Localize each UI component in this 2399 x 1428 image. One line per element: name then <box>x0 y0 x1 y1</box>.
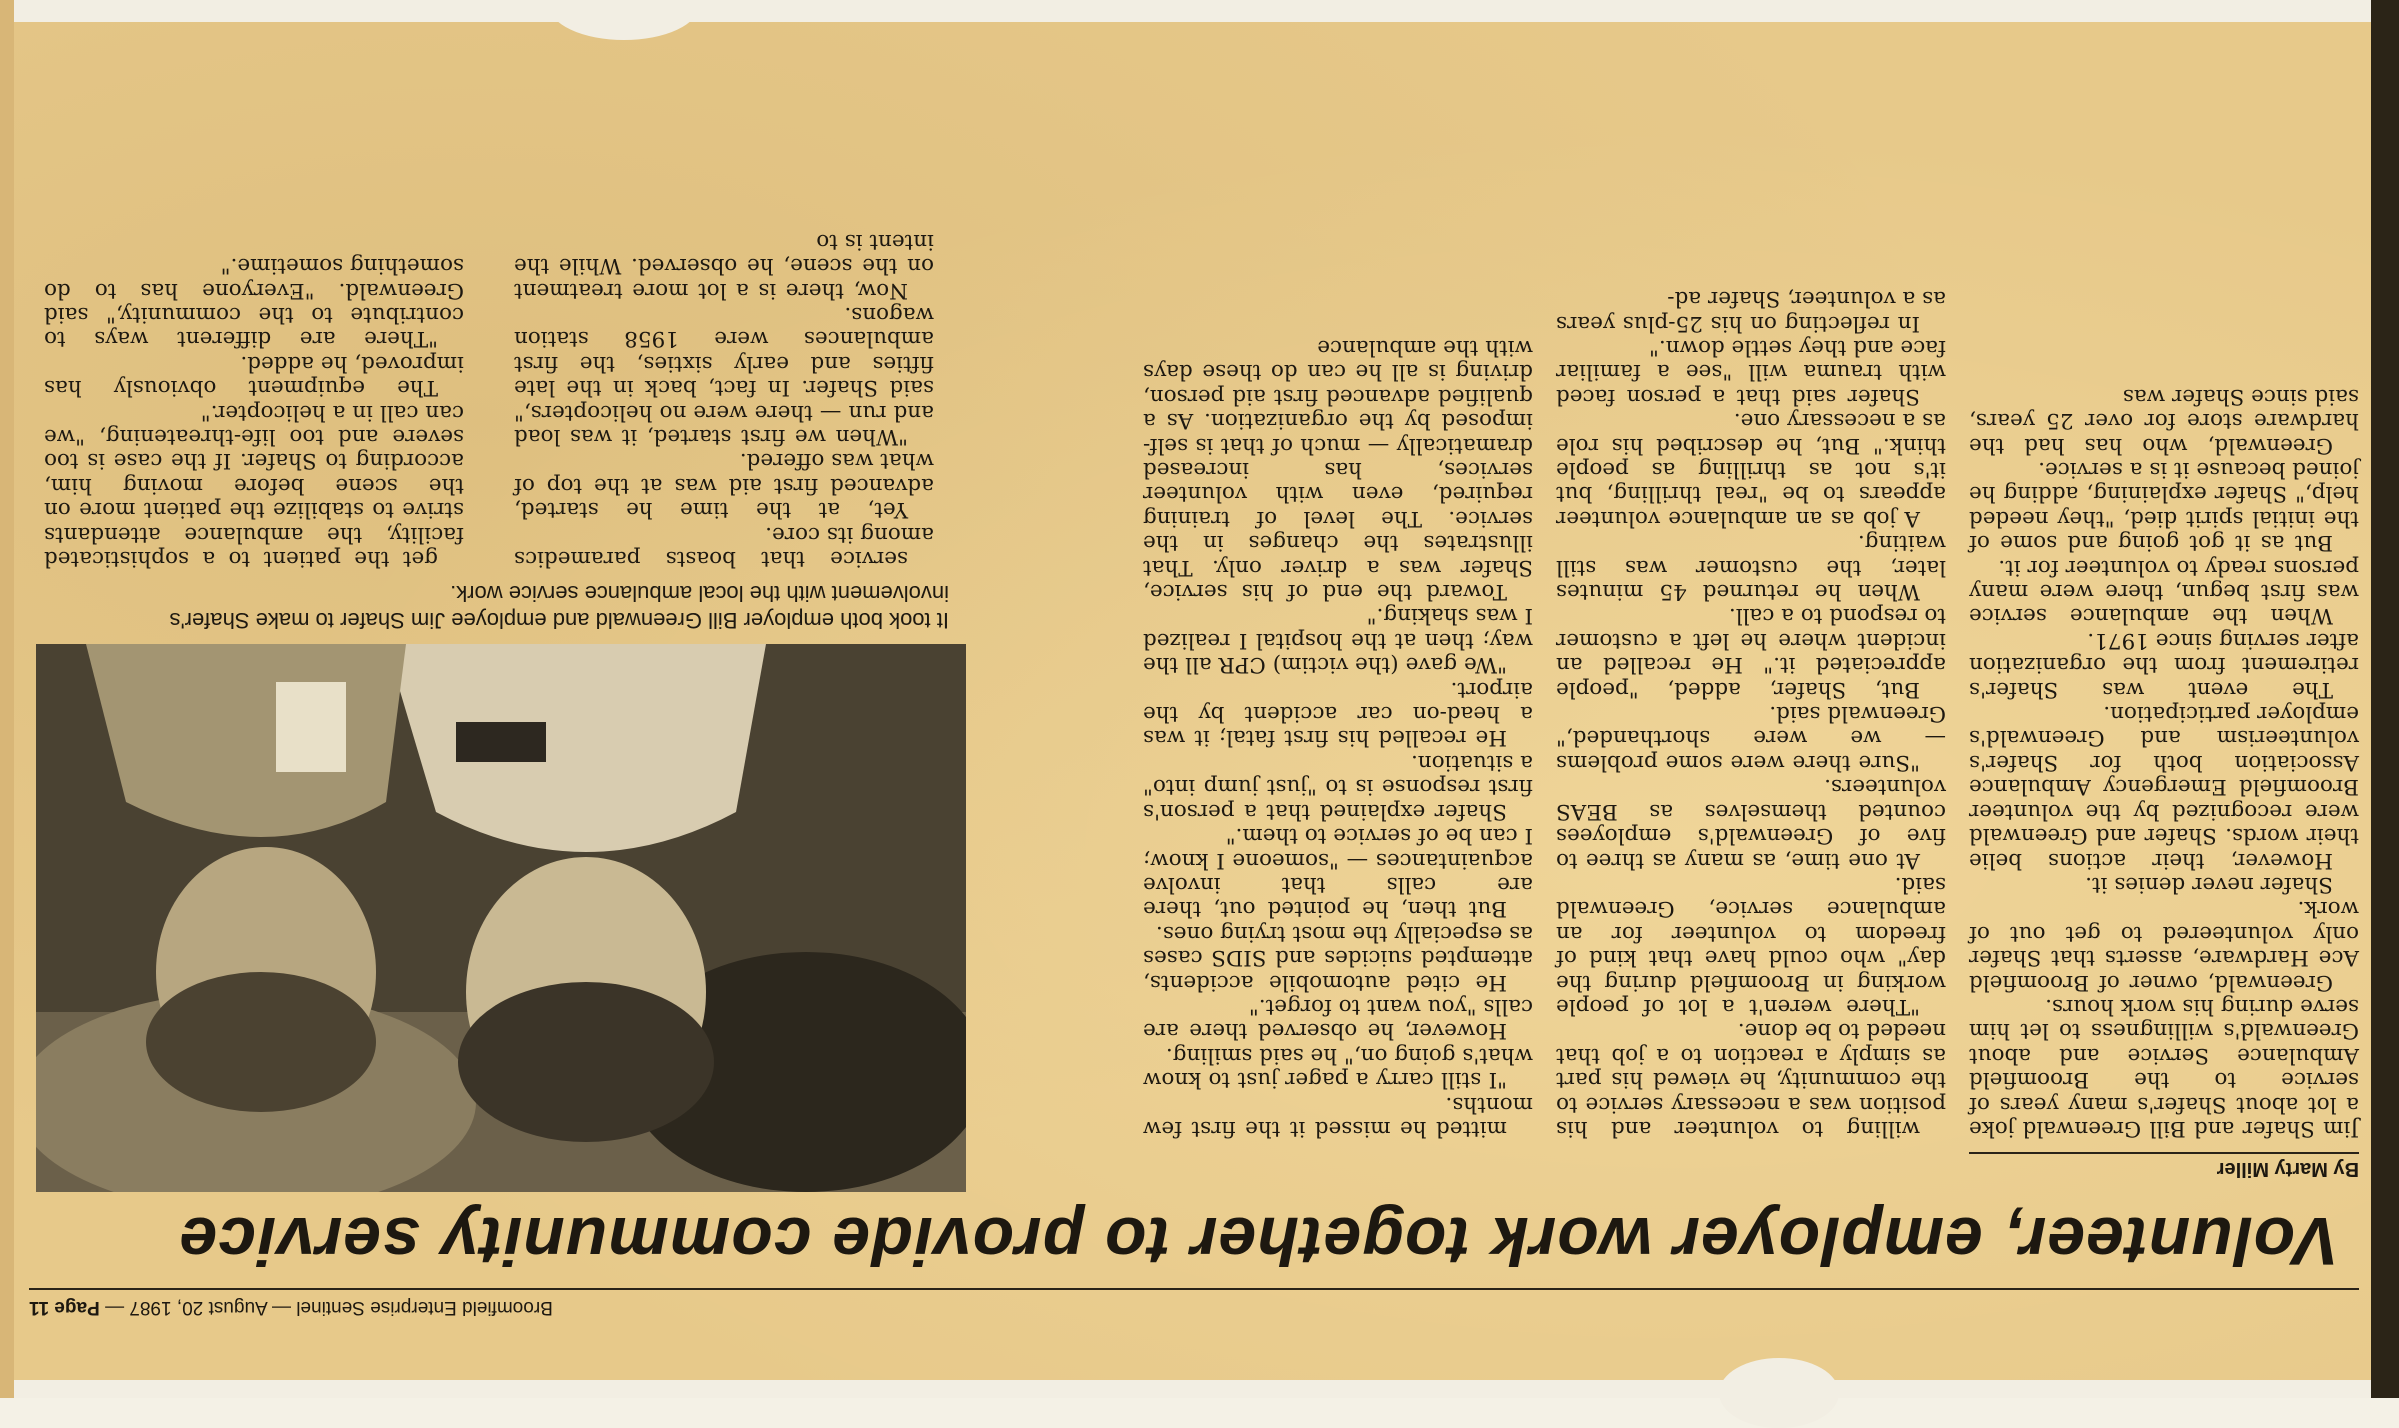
article-paragraph: But as it got going and some of the initial spirit died, "they needed help," Shafer explaining, adding he joined because it is a service. <box>1969 457 2359 556</box>
article-paragraph: mitted he missed it the first few months. <box>1143 1091 1533 1141</box>
article-column-2 <box>1556 286 1946 1140</box>
article-paragraph: Toward the end of his service, Shafer was a driver only. That illustrates the changes in the service. The level of training required, even with volunteer services, has increased dramatically — much of that is self-imposed by the organization. As a qualified advanced first aid person, driving is all he can do these days with the ambulance <box>1143 335 1533 605</box>
article-paragraph: willing to volunteer and his position was a necessary service to the community, he viewed his part as simply a reaction to a job that needed to be done. <box>1556 1018 1946 1141</box>
photo-caption: It took both employer Bill Greenwald and employee Jim Shafer to make Shafer's involvement with the local ambulance service work. <box>169 581 949 633</box>
news-photo <box>36 644 966 1192</box>
article-paragraph: The event was Shafer's retirement from the organization after serving since 1971. <box>1969 627 2359 702</box>
article-paragraph: "Sure there were some problems — we were shorthanded," Greenwald said. <box>1556 701 1946 775</box>
article-paragraph: Greenwald, owner of Broomfield Ace Hardware, asserts that Shafer only volunteered to get out of work. <box>1969 896 2359 995</box>
article-paragraph: When the ambulance service was first begun, there were many persons ready to volunteer for it. <box>1969 554 2359 629</box>
article-paragraph: Greenwald, who has had the hardware store for over 25 years, said since Shafer was <box>1969 383 2359 458</box>
article-paragraph: Yet, at the time he started, advanced first aid was at the top of what was offered. <box>514 448 934 523</box>
byline: By Marty Miller <box>2216 1158 2359 1180</box>
article-paragraph: service that boasts paramedics among its core. <box>514 521 934 571</box>
article-paragraph: Jim Shafer and Bill Greenwald joke a lot about Shafer's many years of service to the Broomfield Ambulance Service and about Greenwald's willingness to let him serve during his work hours. <box>1969 993 2359 1141</box>
byline-rule <box>1969 1152 2359 1154</box>
photo-two-men <box>36 644 966 1192</box>
article-paragraph: "There weren't a lot of people working in Broomfield during the day" who could have that kind of freedom to volunteer for an ambulance service, Greenwald said. <box>1556 871 1946 1019</box>
article-paragraph: get the patient to a sophisticated facility, the ambulance attendants strive to stabilize the patient more on the scene before moving him, according to Shafer. If the case is too severe and too life-threatening, "we can call in a helicopter." <box>44 399 464 571</box>
article-paragraph: The equipment obviously has improved, he added. <box>44 350 464 401</box>
article-paragraph: "We gave (the victim) CPR all the way; then at the hospital I realized I was shaking." <box>1143 603 1533 678</box>
headline: Volunteer, employer work together to provide community service <box>178 1203 2339 1279</box>
article-paragraph: "I still carry a pager just to know what's going on," he said smiling. <box>1143 1042 1533 1093</box>
article-paragraph: However, their actions belie their words. Shafer and Greenwald were recognized by the volunteer Broomfield Emergency Ambulance Association both for Shafer's volunteerism and Greenwald's employer participation. <box>1969 701 2359 873</box>
article-paragraph: A job as an ambulance volunteer appears to be "real thrilling, but it's not as thrilling as people think." But, he described his role as a necessary one. <box>1556 408 1946 531</box>
paper-tear <box>1719 1358 1839 1428</box>
article-paragraph: Shafer said that a person faced with trauma will "see a familiar face and they settle down." <box>1556 335 1946 409</box>
page-number: Page 11 <box>29 1297 100 1318</box>
article-paragraph: However, he observed there are calls "you want to forget." <box>1143 993 1533 1044</box>
article-column-4 <box>514 228 934 570</box>
article-paragraph: He cited automobile accidents, attempted suicides and SIDS cases as especially the most trying ones. <box>1143 920 1533 995</box>
article-paragraph: When he returned 45 minutes later, the customer was still waiting. <box>1556 530 1946 605</box>
article-paragraph: But, Shafer, added, "people appreciated it." He recalled an incident where he left a customer to respond to a call. <box>1556 603 1946 702</box>
folio-text: Broomfield Enterprise Sentinel — August 20, 1987 — <box>99 1297 553 1318</box>
article-paragraph: Shafer never denies it. <box>2085 871 2333 897</box>
folio-rule <box>29 1288 2359 1290</box>
scan-border-bottom <box>0 0 2399 22</box>
scan-border-left <box>2371 0 2399 1398</box>
scan-border-right <box>0 0 14 1398</box>
article-column-5 <box>44 253 464 570</box>
article-column-1 <box>1969 383 2359 1140</box>
article-paragraph: Now, there is a lot more treatment on the scene, he observed. While the intent is to <box>514 228 934 303</box>
article-paragraph: But then, he pointed out, there are calls that involve acquaintances — "someone I know; I can be of service to them." <box>1143 823 1533 922</box>
article-paragraph: Shafer explained that a person's first response is to "just jump into" a situation. <box>1143 749 1533 824</box>
article-paragraph: In reflecting on his 25-plus years as a volunteer, Shafer ad- <box>1556 286 1946 336</box>
scan-border-top <box>0 1380 2399 1398</box>
article-column-3 <box>1143 335 1533 1140</box>
article-paragraph: At one time, as many as three to five of Greenwald's employees counted themselves as BEAS volunteers. <box>1556 774 1946 873</box>
article-paragraph: "When we first started, it was load and run — there were no helicopters," said Shafer. In fact, back in the late fifties and early sixties, the first ambulances were 1958 station wagons. <box>514 301 934 449</box>
article-paragraph: He recalled his first fatal; it was a head-on car accident by the airport. <box>1143 676 1533 751</box>
article-paragraph: "There are different ways to contribute to the community," said Greenwald. "Everyone has to do something sometime." <box>44 253 464 352</box>
page-folio <box>29 1296 809 1318</box>
